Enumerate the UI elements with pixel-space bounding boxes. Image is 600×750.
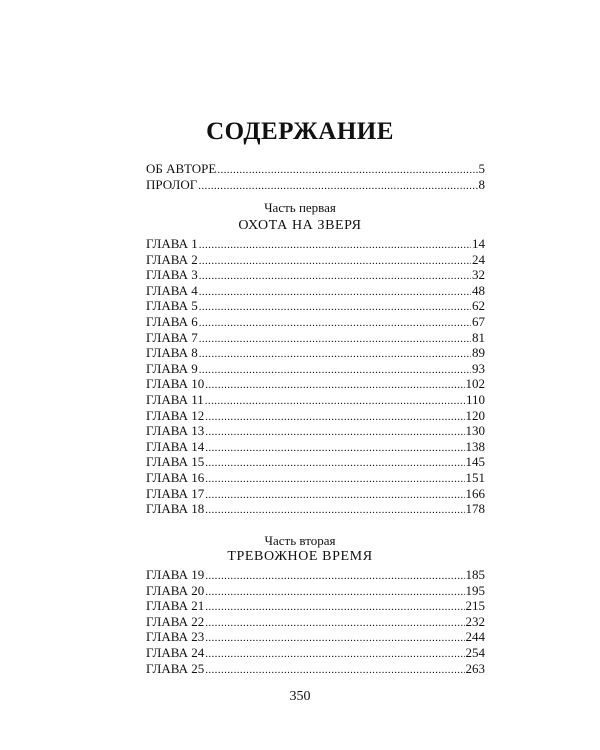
- toc-entry: [146, 392, 485, 408]
- toc-entry-label: ГЛАВА 19: [146, 567, 205, 582]
- toc-entry: [146, 645, 485, 661]
- toc-entry-label: ГЛАВА 21: [146, 598, 205, 614]
- dot-leader: [205, 585, 464, 601]
- toc-entry-page: 151: [465, 469, 485, 485]
- toc-entry-page: 81: [472, 329, 485, 345]
- toc-entry-label: ГЛАВА 24: [146, 644, 205, 660]
- toc-entry: [146, 583, 485, 599]
- toc-entry-label: ГЛАВА 12: [146, 407, 205, 423]
- toc-entry-page: 110: [465, 391, 485, 407]
- dot-leader: [199, 332, 471, 348]
- toc-entry: [146, 267, 485, 283]
- toc-entry-page: 166: [465, 485, 485, 501]
- dot-leader: [199, 363, 471, 379]
- toc-entry: [146, 423, 485, 439]
- toc-entry: [146, 470, 485, 486]
- toc-entry-label: ГЛАВА 3: [146, 267, 198, 283]
- toc-entry-page: 120: [465, 407, 485, 423]
- toc-entry-label: ГЛАВА 1: [146, 236, 198, 251]
- dot-leader: [205, 663, 464, 679]
- toc-entry: [146, 614, 485, 630]
- toc-entry: [146, 567, 485, 583]
- toc-entry-label: ГЛАВА 18: [146, 501, 205, 517]
- dot-leader: [198, 179, 477, 195]
- toc-entry-page: 93: [472, 360, 485, 376]
- dot-leader: [199, 238, 471, 254]
- dot-leader: [205, 488, 464, 504]
- toc-entry-page: 263: [465, 660, 485, 676]
- toc-entry-label: ГЛАВА 15: [146, 454, 205, 470]
- toc-entry: [146, 454, 485, 470]
- toc-entry: [146, 298, 485, 314]
- toc-entry: [146, 486, 485, 502]
- toc-entry: [146, 629, 485, 645]
- part-one-title: ОХОТА НА ЗВЕРЯ: [238, 218, 362, 233]
- toc-entry-page: 145: [465, 454, 485, 470]
- toc-entry-label: ГЛАВА 20: [146, 582, 205, 598]
- toc-entry-label: ГЛАВА 11: [146, 391, 204, 407]
- toc-entry-page: 195: [465, 582, 485, 598]
- page-title: СОДЕРЖАНИЕ: [206, 118, 394, 145]
- dot-leader: [205, 394, 465, 410]
- dot-leader: [205, 503, 464, 519]
- toc-entry-prologue: [146, 177, 485, 193]
- dot-leader: [205, 647, 464, 663]
- dot-leader: [205, 616, 464, 632]
- toc-entry-label: ГЛАВА 6: [146, 313, 198, 329]
- dot-leader: [199, 254, 471, 270]
- dot-leader: [205, 456, 464, 472]
- toc-entry-page: 89: [472, 345, 485, 361]
- toc-entry-label: ГЛАВА 8: [146, 345, 198, 361]
- dot-leader: [199, 285, 471, 301]
- toc-entry-label: ГЛАВА 5: [146, 298, 198, 314]
- toc-entry: [146, 361, 485, 377]
- dot-leader: [199, 300, 471, 316]
- toc-entry-page: 244: [465, 629, 485, 645]
- dot-leader: [205, 600, 464, 616]
- dot-leader: [205, 569, 464, 585]
- dot-leader: [205, 631, 464, 647]
- toc-entry-label: ГЛАВА 7: [146, 329, 198, 345]
- toc-entry-page: 232: [465, 613, 485, 629]
- toc-entry: [146, 252, 485, 268]
- toc-entry-page: 254: [465, 644, 485, 660]
- toc-entry-label: ГЛАВА 10: [146, 376, 205, 392]
- toc-entry-label: ОБ АВТОРЕ: [146, 161, 217, 176]
- toc-entry: [146, 314, 485, 330]
- toc-entry-page: 14: [472, 236, 485, 251]
- toc-entry-page: 24: [472, 251, 485, 267]
- dot-leader: [199, 347, 471, 363]
- toc-entry-label: ГЛАВА 23: [146, 629, 205, 645]
- toc-entry: [146, 661, 485, 677]
- toc-entry-page: 185: [465, 567, 485, 582]
- toc-entry: [146, 408, 485, 424]
- toc-entry-label: ГЛАВА 22: [146, 613, 205, 629]
- toc-entry-page: 102: [465, 376, 485, 392]
- toc-entry-page: 32: [472, 267, 485, 283]
- toc-entry-label: ГЛАВА 17: [146, 485, 205, 501]
- toc-entry: [146, 598, 485, 614]
- toc-entry-page: 215: [465, 598, 485, 614]
- toc-entry-page: 138: [465, 438, 485, 454]
- toc-entry-page: 130: [465, 423, 485, 439]
- part-one-chapter-list: [146, 236, 485, 517]
- toc-entry-label: ГЛАВА 9: [146, 360, 198, 376]
- toc-entry-page: 5: [478, 161, 485, 176]
- toc-entry: [146, 439, 485, 455]
- dot-leader: [199, 316, 471, 332]
- toc-entry-page: 8: [478, 176, 485, 192]
- toc-entry: [146, 501, 485, 517]
- toc-entry-label: ГЛАВА 13: [146, 423, 205, 439]
- page-number: 350: [289, 689, 311, 704]
- toc-entry-about-author: [146, 161, 485, 177]
- part-two-chapter-list: [146, 567, 485, 676]
- toc-entry: [146, 283, 485, 299]
- dot-leader: [205, 378, 464, 394]
- toc-entry-label: ГЛАВА 16: [146, 469, 205, 485]
- toc-entry: [146, 236, 485, 252]
- toc-entry: [146, 330, 485, 346]
- toc-entry-label: ГЛАВА 2: [146, 251, 198, 267]
- toc-entry-label: ПРОЛОГ: [146, 176, 198, 192]
- toc-entry: [146, 376, 485, 392]
- toc-entry-page: 62: [472, 298, 485, 314]
- toc-entry-label: ГЛАВА 14: [146, 438, 205, 454]
- dot-leader: [205, 425, 464, 441]
- dot-leader: [205, 410, 464, 426]
- part-one-subtitle: Часть первая: [264, 200, 336, 215]
- toc-entry-label: ГЛАВА 4: [146, 282, 198, 298]
- dot-leader: [205, 441, 464, 457]
- dot-leader: [217, 163, 477, 179]
- toc-entry-label: ГЛАВА 25: [146, 660, 205, 676]
- part-two-subtitle: Часть вторая: [264, 533, 336, 548]
- toc-entry: [146, 345, 485, 361]
- front-matter-list: [146, 161, 485, 192]
- dot-leader: [205, 472, 464, 488]
- dot-leader: [199, 269, 471, 285]
- toc-entry-page: 67: [472, 313, 485, 329]
- part-two-title: ТРЕВОЖНОЕ ВРЕМЯ: [227, 549, 373, 564]
- toc-entry-page: 48: [472, 282, 485, 298]
- toc-entry-page: 178: [465, 501, 485, 517]
